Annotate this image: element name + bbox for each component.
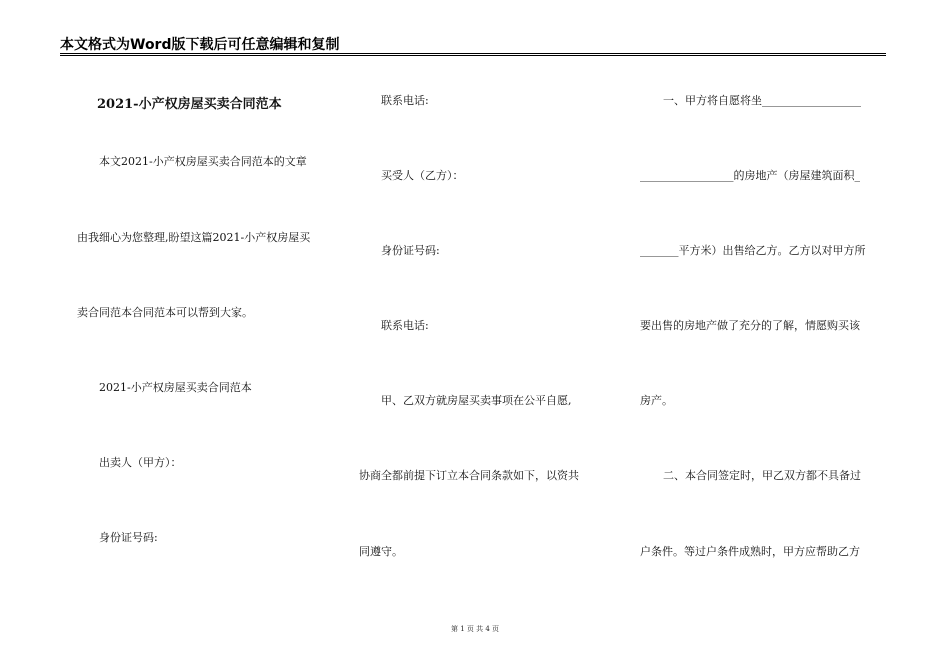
right-line-6: 二、本合同签定时，甲乙双方都不具备过 — [663, 469, 861, 482]
left-line-3: 卖合同范本合同范本可以帮到大家。 — [77, 306, 253, 319]
middle-line-7: 同遵守。 — [359, 545, 403, 558]
buyer-label: 买受人（乙方）： — [381, 169, 464, 182]
seller-id-label: 身份证号码: — [99, 531, 158, 544]
header-divider-secondary — [60, 55, 886, 56]
right-line-5: 房产。 — [640, 394, 673, 407]
middle-line-6: 协商全都前提下订立本合同条款如下，以资共 — [359, 469, 579, 482]
page-footer: 第 1 页 共 4 页 — [450, 625, 500, 633]
buyer-id-label: 身份证号码: — [381, 244, 440, 257]
seller-label: 出卖人（甲方）： — [99, 456, 182, 469]
left-line-2: 由我细心为您整理,盼望这篇2021-小产权房屋买 — [77, 231, 311, 244]
middle-line-5: 甲、乙双方就房屋买卖事项在公平自愿, — [381, 394, 572, 407]
right-line-2: _________________的房地产（房屋建筑面积_ — [640, 169, 860, 182]
left-line-4: 2021-小产权房屋买卖合同范本 — [99, 381, 252, 394]
contract-title: 2021-小产权房屋买卖合同范本 — [97, 97, 282, 112]
header-divider — [60, 53, 886, 54]
right-line-3: _______平方米）出售给乙方。乙方以对甲方所 — [640, 244, 866, 257]
right-line-4: 要出售的房地产做了充分的了解，情愿购买该 — [640, 319, 860, 332]
left-line-1: 本文2021-小产权房屋买卖合同范本的文章 — [99, 155, 307, 168]
right-line-7: 户条件。等过户条件成熟时，甲方应帮助乙方 — [640, 545, 860, 558]
document-header-title: 本文格式为Word版下载后可任意编辑和复制 — [60, 37, 340, 53]
right-line-1: 一、甲方将自愿将坐__________________ — [663, 94, 861, 107]
seller-phone-label: 联系电话: — [381, 94, 429, 107]
buyer-phone-label: 联系电话: — [381, 319, 429, 332]
